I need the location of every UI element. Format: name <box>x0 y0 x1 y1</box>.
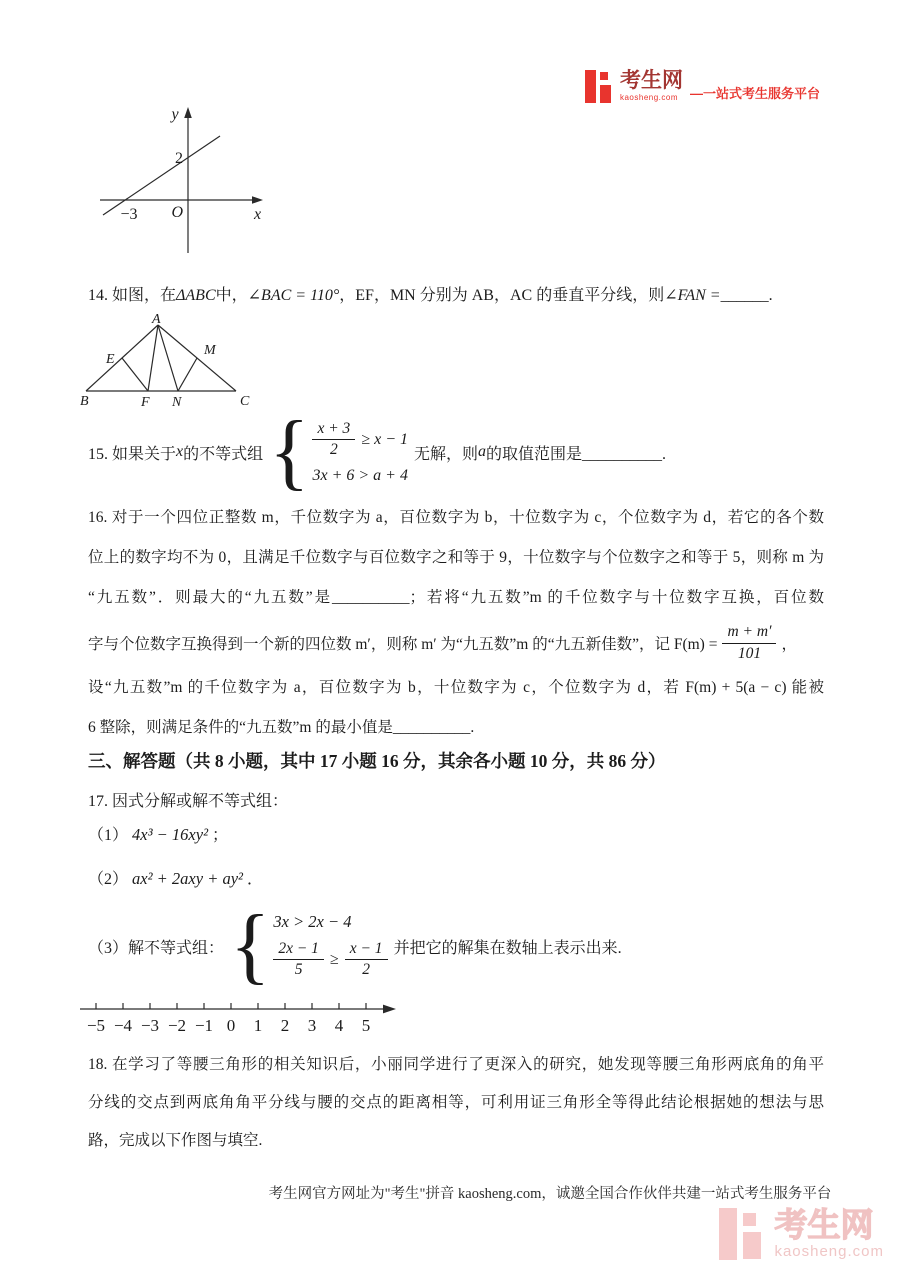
graph-line <box>103 136 220 215</box>
item-tail: ． <box>246 871 263 888</box>
item-label: （1） <box>88 827 129 844</box>
watermark-text <box>774 1208 884 1260</box>
section-3-heading: 三、解答题（共 8 小题，其中 17 小题 16 分，其余各小题 10 分，共 86 分） <box>88 751 666 771</box>
tick-label: −4 <box>113 1016 133 1035</box>
q17-formula-2: ax² + 2axy + ay² <box>132 869 243 888</box>
brand-name: 考生网 <box>619 69 683 92</box>
fraction-numerator: 2x − 1 <box>273 939 324 960</box>
logo-block <box>600 72 608 80</box>
watermark-logo <box>719 1206 884 1262</box>
q17-inequality-system <box>230 898 388 994</box>
q16-line-5: 设“九五数”m 的千位数字为 a，百位数字为 b，十位数字为 c，个位数字为 d，若 F(m) + 5(a − c) 能被 <box>88 679 824 696</box>
tick-label: 1 <box>253 1016 263 1035</box>
kaosheng-watermark-icon <box>719 1206 765 1262</box>
brand-text <box>620 70 683 102</box>
fraction-denominator: 5 <box>294 961 303 978</box>
q17-item-1 <box>88 822 228 845</box>
question-16 <box>88 498 824 748</box>
x-axis-label: x <box>254 206 262 223</box>
tick-label: −3 <box>140 1016 160 1035</box>
q17-formula-1: 4x³ − 16xy² <box>132 825 209 844</box>
q15-text: 15. 如果关于 <box>88 445 177 463</box>
point-e-label: E <box>106 352 115 367</box>
vertex-b-label: B <box>80 394 89 408</box>
tick-label: −5 <box>86 1016 106 1035</box>
question-17-title: 17. 因式分解或解不等式组： <box>88 793 289 810</box>
site-logo <box>585 70 820 103</box>
relation-symbol: ≥ <box>329 950 339 968</box>
tick-label: 5 <box>361 1016 371 1035</box>
q18-line-2: 分线的交点到两底角角平分线与腰的交点的距离相等，可利用证三角形全等得此结论根据她的想法与思 <box>88 1094 824 1111</box>
tick-label: −2 <box>167 1016 187 1035</box>
system-brace: { <box>269 404 310 500</box>
question-15 <box>88 404 666 500</box>
cevian-an <box>158 325 178 391</box>
fraction-denominator: 101 <box>737 644 762 662</box>
brand-slogan: —一站式考生服务平台 <box>689 86 820 101</box>
question-18 <box>88 1046 824 1160</box>
number-line-arrow <box>383 1005 396 1014</box>
segment-mn <box>178 358 197 391</box>
fraction-numerator: x + 3 <box>312 419 355 440</box>
q16-line-6: 6 整除，则满足条件的“九五数”m 的最小值是__________. <box>88 719 475 736</box>
q16-text: 字与个位数字互换得到一个新的四位数 m′，则称 m′ 为“九五数”m 的“九五新佳数”，记 F(m) = <box>88 636 718 653</box>
q16-line-1: 16. 对于一个四位正整数 m，千位数字为 a，百位数字为 b，十位数字为 c，个位数字为 d，若它的各个数 <box>88 509 824 526</box>
logo-block <box>600 85 611 103</box>
fraction-denominator: 2 <box>362 961 371 978</box>
q17-item-2 <box>88 866 263 889</box>
item-label: （3）解不等式组： <box>88 939 225 957</box>
q14-text: ，EF，MN 分别为 AB，AC 的垂直平分线，则 <box>339 287 665 304</box>
coordinate-graph-figure <box>95 103 270 261</box>
q16-line-4 <box>88 618 824 668</box>
brand-domain: kaosheng.com <box>619 93 679 103</box>
fraction-denominator: 2 <box>330 441 338 458</box>
footer-note: 考生网官方网址为"考生"拼音 kaosheng.com，诚邀全国合作伙伴共建一站式考生服务平台 <box>268 1186 832 1202</box>
q15-text: 无解，则 <box>414 445 479 463</box>
q17-item-3 <box>88 898 622 994</box>
vertex-c-label: C <box>240 394 250 408</box>
logo-block <box>743 1213 756 1226</box>
x-axis-arrow <box>252 196 263 204</box>
x-intercept-label: −3 <box>120 206 138 223</box>
item-tail: ； <box>212 827 229 844</box>
question-14 <box>88 282 773 305</box>
kaosheng-logo-icon <box>585 70 613 103</box>
point-n-label: N <box>172 395 182 408</box>
q14-blank: ______. <box>720 287 773 304</box>
q15-inequality-rhs: ≥ x − 1 <box>361 430 408 448</box>
tick-label: 0 <box>226 1016 236 1035</box>
q16-line-3: “九五数”．则最大的“九五数”是__________；若将“九五数”m 的千位数字与十位数字互换，百位数 <box>88 589 824 606</box>
logo-block <box>719 1208 737 1260</box>
tick-label: 4 <box>334 1016 344 1035</box>
q16-text: ， <box>781 636 797 653</box>
watermark-domain: kaosheng.com <box>774 1243 884 1260</box>
watermark-brand: 考生网 <box>774 1206 874 1243</box>
logo-block <box>743 1232 761 1259</box>
y-axis-arrow <box>184 107 192 118</box>
q14-text: 中， <box>215 287 248 304</box>
q15-inequality-2: 3x + 6 > a + 4 <box>312 467 408 485</box>
y-intercept-label: 2 <box>175 150 183 167</box>
segment-ef <box>122 358 148 391</box>
q16-fraction <box>722 622 776 663</box>
q15-text: 的不等式组 <box>183 445 264 463</box>
q16-line-2: 位上的数字均不为 0，且满足千位数字与百位数字之和等于 9，十位数字与个位数字之和等于 5，则称 m 为 <box>88 549 824 566</box>
q15-blank: 的取值范围是__________. <box>486 445 667 463</box>
system-brace: { <box>230 898 271 994</box>
q14-math: ∠BAC = 110° <box>247 287 340 304</box>
q17-fraction-2 <box>345 939 388 980</box>
point-m-label: M <box>204 343 216 358</box>
tick-label: 2 <box>280 1016 290 1035</box>
item-tail: 并把它的解集在数轴上表示出来. <box>393 939 622 957</box>
q15-inequality-system <box>269 404 408 500</box>
q15-fraction <box>312 419 355 460</box>
origin-label: O <box>171 204 183 221</box>
tick-label: −1 <box>194 1016 214 1035</box>
cevian-af <box>148 325 158 391</box>
point-f-label: F <box>141 395 150 408</box>
logo-block <box>585 70 596 103</box>
q17-inequality-1: 3x > 2x − 4 <box>273 911 352 931</box>
q17-fraction-1 <box>273 939 324 980</box>
y-axis-label: y <box>171 106 179 123</box>
item-label: （2） <box>88 871 129 888</box>
fraction-numerator: m + m′ <box>722 622 776 643</box>
q14-text: 14. 如图，在 <box>88 287 177 304</box>
triangle-figure <box>80 313 255 408</box>
q18-line-1: 18. 在学习了等腰三角形的相关知识后，小丽同学进行了更深入的研究，她发现等腰三角形两底角的角平 <box>88 1056 824 1073</box>
q14-math: ΔABC <box>176 287 216 304</box>
q15-var-x: x <box>176 443 184 460</box>
number-line-figure <box>78 993 403 1037</box>
q14-math: ∠FAN = <box>664 287 721 304</box>
tick-label: 3 <box>307 1016 317 1035</box>
q15-var-a: a <box>478 443 487 460</box>
fraction-numerator: x − 1 <box>345 939 388 960</box>
q18-line-3: 路，完成以下作图与填空. <box>88 1132 263 1149</box>
vertex-a-label: A <box>152 313 161 327</box>
